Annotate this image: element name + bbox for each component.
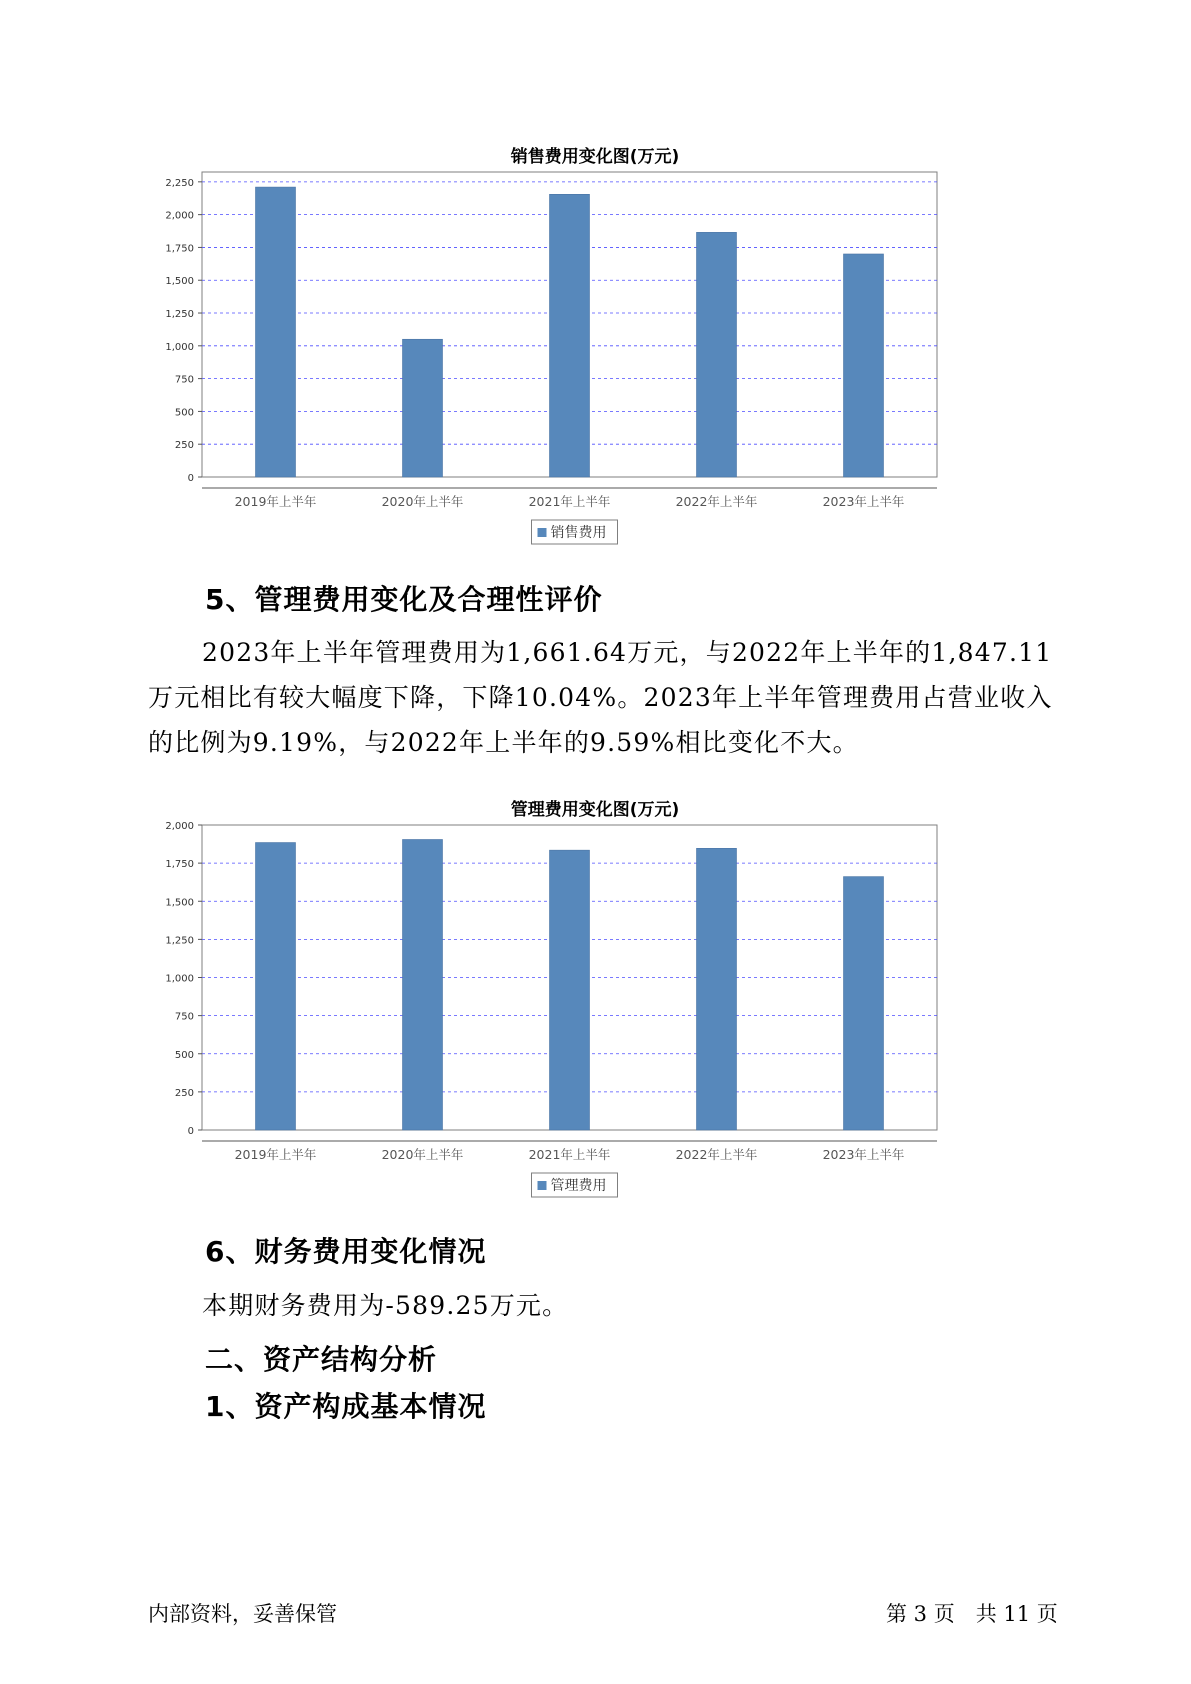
bar	[844, 254, 884, 477]
sales-expense-chart	[150, 142, 1040, 552]
y-tick-label: 750	[174, 1011, 194, 1023]
footer-left: 内部资料，妥善保管	[148, 1602, 337, 1626]
x-tick-label: 2023年上半年	[822, 494, 905, 509]
y-tick-label: 1,250	[165, 935, 194, 947]
y-tick-label: 2,000	[165, 210, 194, 222]
y-tick-label: 1,750	[165, 243, 194, 255]
legend-label: 销售费用	[550, 525, 607, 541]
bar	[844, 877, 884, 1130]
y-tick-label: 750	[174, 374, 194, 386]
bar	[256, 187, 296, 477]
sales-expense-chart-svg	[150, 142, 1040, 552]
bar	[403, 839, 443, 1130]
bar	[256, 843, 296, 1130]
x-tick-label: 2019年上半年	[234, 494, 317, 509]
section-6-paragraph: 本期财务费用为-589.25万元。	[202, 1291, 569, 1320]
y-tick-label: 1,500	[165, 276, 194, 288]
y-tick-label: 1,250	[165, 309, 194, 321]
bar	[403, 339, 443, 477]
bar	[550, 194, 590, 477]
x-tick-label: 2019年上半年	[234, 1147, 317, 1162]
x-tick-label: 2022年上半年	[675, 494, 758, 509]
bar	[550, 850, 590, 1130]
y-tick-label: 0	[187, 1126, 194, 1137]
chart-title: 销售费用变化图(万元)	[510, 147, 680, 167]
y-tick-label: 1,000	[165, 341, 194, 353]
admin-expense-chart	[150, 795, 1040, 1205]
y-tick-label: 0	[187, 473, 194, 484]
y-tick-label: 2,000	[165, 821, 194, 832]
x-tick-label: 2021年上半年	[528, 1147, 611, 1162]
legend-label: 管理费用	[550, 1178, 607, 1194]
y-tick-label: 1,500	[165, 897, 194, 909]
chart-title: 管理费用变化图(万元)	[510, 800, 680, 820]
section-ii-1-heading: 1、资产构成基本情况	[205, 1390, 487, 1423]
y-tick-label: 250	[174, 440, 194, 452]
x-tick-label: 2020年上半年	[381, 494, 464, 509]
x-tick-label: 2022年上半年	[675, 1147, 758, 1162]
y-tick-label: 2,250	[165, 177, 194, 189]
y-tick-label: 500	[174, 407, 194, 419]
section-5-paragraph: 2023年上半年管理费用为1,661.64万元，与2022年上半年的1,847.11万元相比有较大幅度下降，下降10.04%。2023年上半年管理费用占营业收入的比例为9.19%，与2022年上半年的9.59%相比变化不大。	[148, 638, 1053, 757]
section-6-heading: 6、财务费用变化情况	[205, 1235, 487, 1268]
bar	[697, 232, 737, 477]
y-tick-label: 1,750	[165, 859, 194, 871]
y-tick-label: 250	[174, 1087, 194, 1099]
section-ii-heading: 二、资产结构分析	[205, 1343, 438, 1376]
x-tick-label: 2023年上半年	[822, 1147, 905, 1162]
admin-expense-chart-svg	[150, 795, 1040, 1205]
bar	[697, 848, 737, 1130]
legend-swatch	[538, 528, 547, 537]
y-tick-label: 1,000	[165, 973, 194, 985]
section-5-heading: 5、管理费用变化及合理性评价	[205, 583, 603, 616]
x-tick-label: 2020年上半年	[381, 1147, 464, 1162]
y-tick-label: 500	[174, 1049, 194, 1061]
footer-right: 第 3 页 共 11 页	[886, 1602, 1058, 1626]
legend-swatch	[538, 1181, 547, 1190]
x-tick-label: 2021年上半年	[528, 494, 611, 509]
